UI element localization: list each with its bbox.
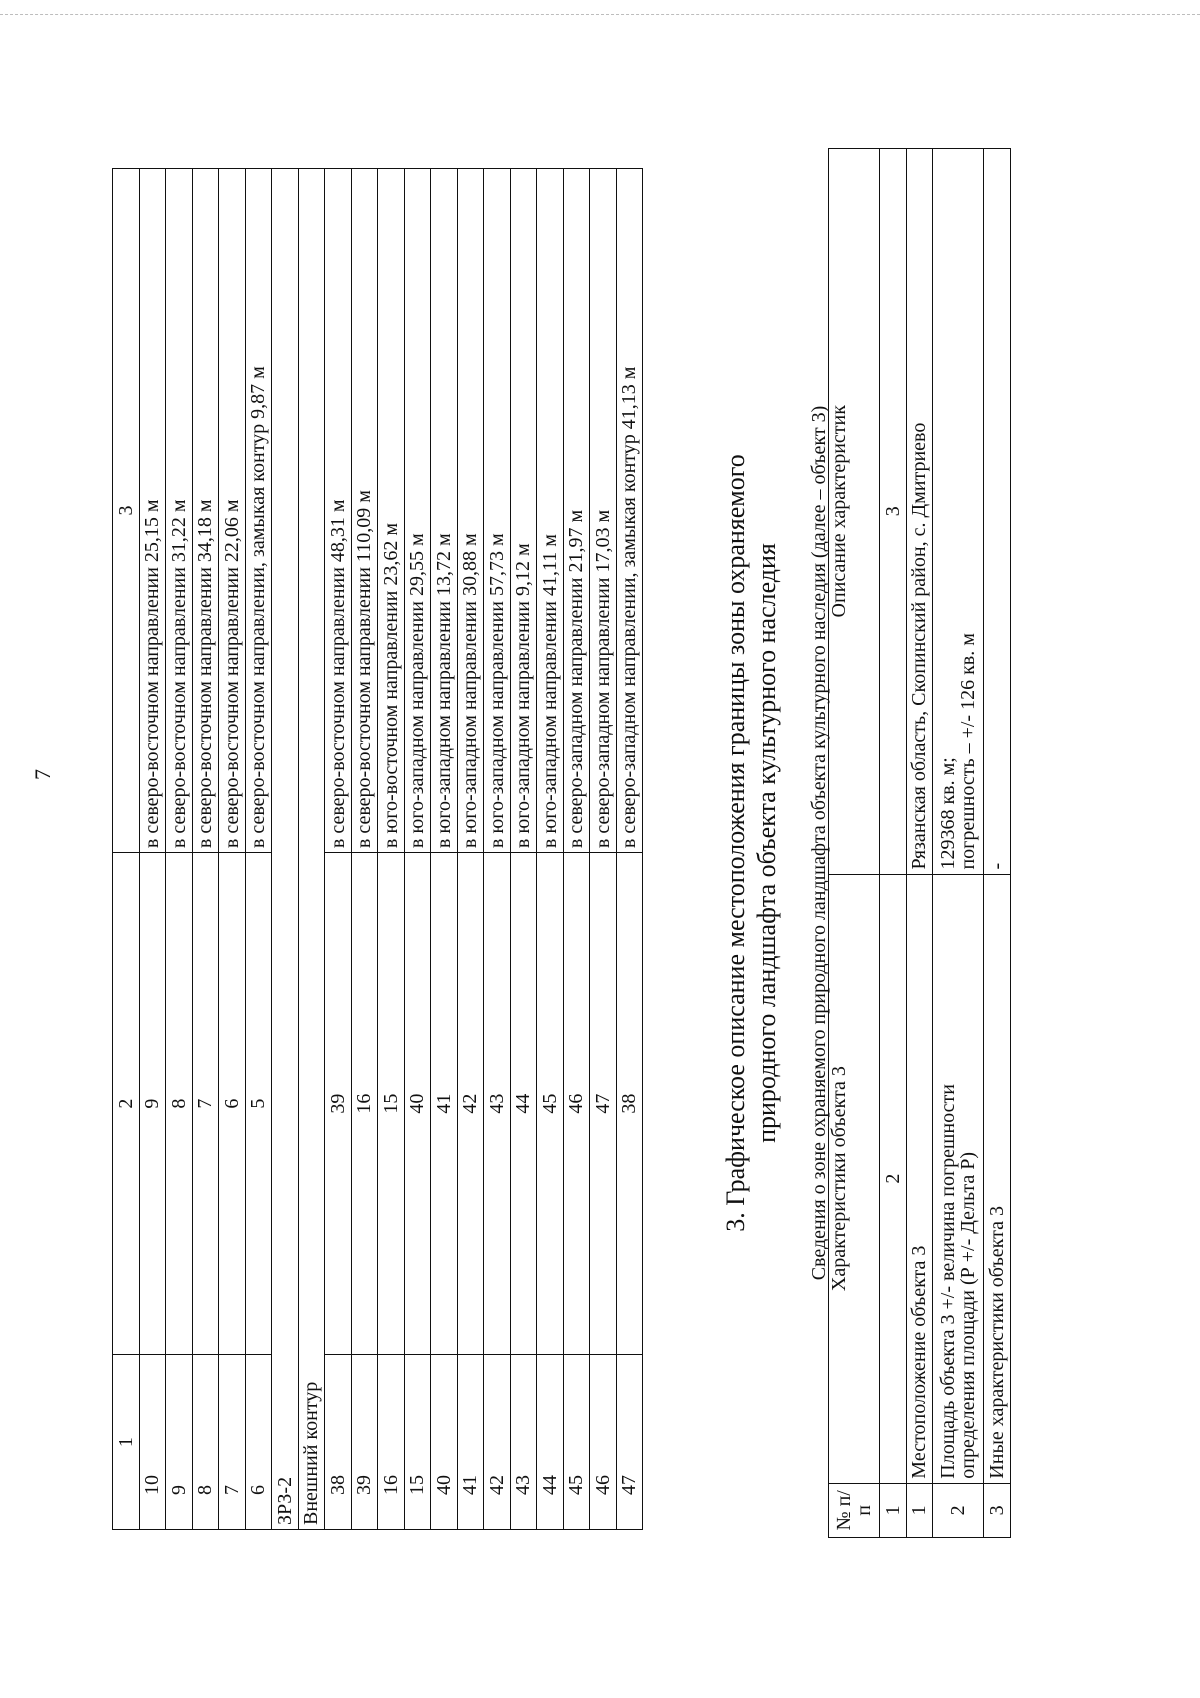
from-point: 38 — [325, 1355, 352, 1530]
table-row — [510, 169, 537, 1530]
to-point: 47 — [590, 853, 617, 1355]
index-cell-3: 3 — [880, 149, 907, 875]
direction-text: в северо-восточном направлении 22,06 м — [219, 169, 246, 853]
header-number: № п/п — [829, 1483, 880, 1537]
table-row — [219, 169, 246, 1530]
characteristic-value: - — [984, 149, 1011, 875]
header-cell-1: 1 — [113, 1355, 140, 1530]
table-row — [616, 169, 643, 1530]
to-point: 7 — [192, 853, 219, 1355]
direction-text: в юго-западном направлении 41,11 м — [537, 169, 564, 853]
direction-text: в юго-восточном направлении 23,62 м — [378, 169, 405, 853]
page-number: 7 — [30, 769, 55, 780]
to-point: 6 — [219, 853, 246, 1355]
to-point: 46 — [563, 853, 590, 1355]
from-point: 6 — [245, 1355, 272, 1530]
row-number: 1 — [906, 1483, 933, 1537]
direction-text: в северо-восточном направлении 34,18 м — [192, 169, 219, 853]
zone-row — [272, 169, 299, 1530]
table-row — [378, 169, 405, 1530]
direction-text: в юго-западном направлении 13,72 м — [431, 169, 458, 853]
table-row — [457, 169, 484, 1530]
from-point: 8 — [192, 1355, 219, 1530]
section-title-line-1: 3. Графическое описание местоположения границы зоны охраняемого — [721, 454, 750, 1232]
direction-text: в северо-восточном направлении 25,15 м — [139, 169, 166, 853]
characteristic-name — [933, 874, 984, 1483]
from-point: 44 — [537, 1355, 564, 1530]
to-point: 42 — [457, 853, 484, 1355]
zone-label: ЗРЗ-2 — [272, 169, 299, 1530]
index-row — [880, 149, 907, 1538]
direction-text: в юго-западном направлении 57,73 м — [484, 169, 511, 853]
table-row — [906, 149, 933, 1538]
to-point: 43 — [484, 853, 511, 1355]
table-row — [192, 169, 219, 1530]
characteristic-name-line-2: определения площади (Р +/- Дельта Р) — [957, 1151, 979, 1479]
table-row — [404, 169, 431, 1530]
direction-text: в северо-западном направлении 21,97 м — [563, 169, 590, 853]
table-row — [933, 149, 984, 1538]
characteristic-value-line-1: 129368 кв. м; — [937, 757, 959, 870]
to-point: 5 — [245, 853, 272, 1355]
table-row — [325, 169, 352, 1530]
table-row — [537, 169, 564, 1530]
contour-row — [298, 169, 325, 1530]
table-row — [984, 149, 1011, 1538]
contour-label: Внешний контур — [298, 169, 325, 1530]
table-header-row — [829, 149, 880, 1538]
table-row — [590, 169, 617, 1530]
direction-text: в северо-восточном направлении, замыкая контур 9,87 м — [245, 169, 272, 853]
table-caption: Сведения о зоне охраняемого природного ландшафта объекта культурного наследия (далее – объект 3) — [808, 405, 830, 1281]
direction-text: в северо-восточном направлении 110,09 м — [351, 169, 378, 853]
index-cell-1: 1 — [880, 1483, 907, 1537]
characteristic-value: Рязанская область, Скопинский район, с. Дмитриево — [906, 149, 933, 875]
to-point: 41 — [431, 853, 458, 1355]
from-point: 45 — [563, 1355, 590, 1530]
table-row — [563, 169, 590, 1530]
to-point: 44 — [510, 853, 537, 1355]
from-point: 15 — [404, 1355, 431, 1530]
to-point: 38 — [616, 853, 643, 1355]
section-title-line-2: природного ландшафта объекта культурного наследия — [752, 543, 782, 1143]
direction-text: в северо-западном направлении 17,03 м — [590, 169, 617, 853]
table-row — [484, 169, 511, 1530]
table-row — [139, 169, 166, 1530]
from-point: 16 — [378, 1355, 405, 1530]
characteristic-value-line-2: погрешность – +/- 126 кв. м — [957, 633, 979, 870]
characteristic-name-line-1: Площадь объекта 3 +/- величина погрешности — [937, 1084, 959, 1479]
from-point: 39 — [351, 1355, 378, 1530]
to-point: 39 — [325, 853, 352, 1355]
table-row — [431, 169, 458, 1530]
characteristic-name: Иные характеристики объекта 3 — [984, 874, 1011, 1483]
from-point: 9 — [166, 1355, 193, 1530]
from-point: 47 — [616, 1355, 643, 1530]
boundary-table-continued — [112, 168, 643, 1530]
row-number: 2 — [933, 1483, 984, 1537]
direction-text: в северо-восточном направлении 48,31 м — [325, 169, 352, 853]
direction-text: в юго-западном направлении 29,55 м — [404, 169, 431, 853]
table-row — [245, 169, 272, 1530]
to-point: 8 — [166, 853, 193, 1355]
from-point: 43 — [510, 1355, 537, 1530]
characteristic-value — [933, 149, 984, 875]
from-point: 42 — [484, 1355, 511, 1530]
index-cell-2: 2 — [880, 874, 907, 1483]
characteristics-table — [828, 148, 1011, 1538]
header-characteristics: Характеристики объекта 3 — [829, 874, 880, 1483]
to-point: 15 — [378, 853, 405, 1355]
from-point: 40 — [431, 1355, 458, 1530]
direction-text: в юго-западном направлении 30,88 м — [457, 169, 484, 853]
from-point: 46 — [590, 1355, 617, 1530]
direction-text: в северо-восточном направлении 31,22 м — [166, 169, 193, 853]
characteristic-name: Местоположение объекта 3 — [906, 874, 933, 1483]
to-point: 16 — [351, 853, 378, 1355]
to-point: 45 — [537, 853, 564, 1355]
from-point: 7 — [219, 1355, 246, 1530]
header-cell-3: 3 — [113, 169, 140, 853]
from-point: 10 — [139, 1355, 166, 1530]
direction-text: в юго-западном направлении 9,12 м — [510, 169, 537, 853]
to-point: 9 — [139, 853, 166, 1355]
table-header-row — [113, 169, 140, 1530]
header-cell-2: 2 — [113, 853, 140, 1355]
to-point: 40 — [404, 853, 431, 1355]
header-description: Описание характеристик — [829, 149, 880, 875]
table-row — [166, 169, 193, 1530]
row-number: 3 — [984, 1483, 1011, 1537]
from-point: 41 — [457, 1355, 484, 1530]
section-title — [720, 148, 782, 1538]
direction-text: в северо-западном направлении, замыкая контур 41,13 м — [616, 169, 643, 853]
table-row — [351, 169, 378, 1530]
